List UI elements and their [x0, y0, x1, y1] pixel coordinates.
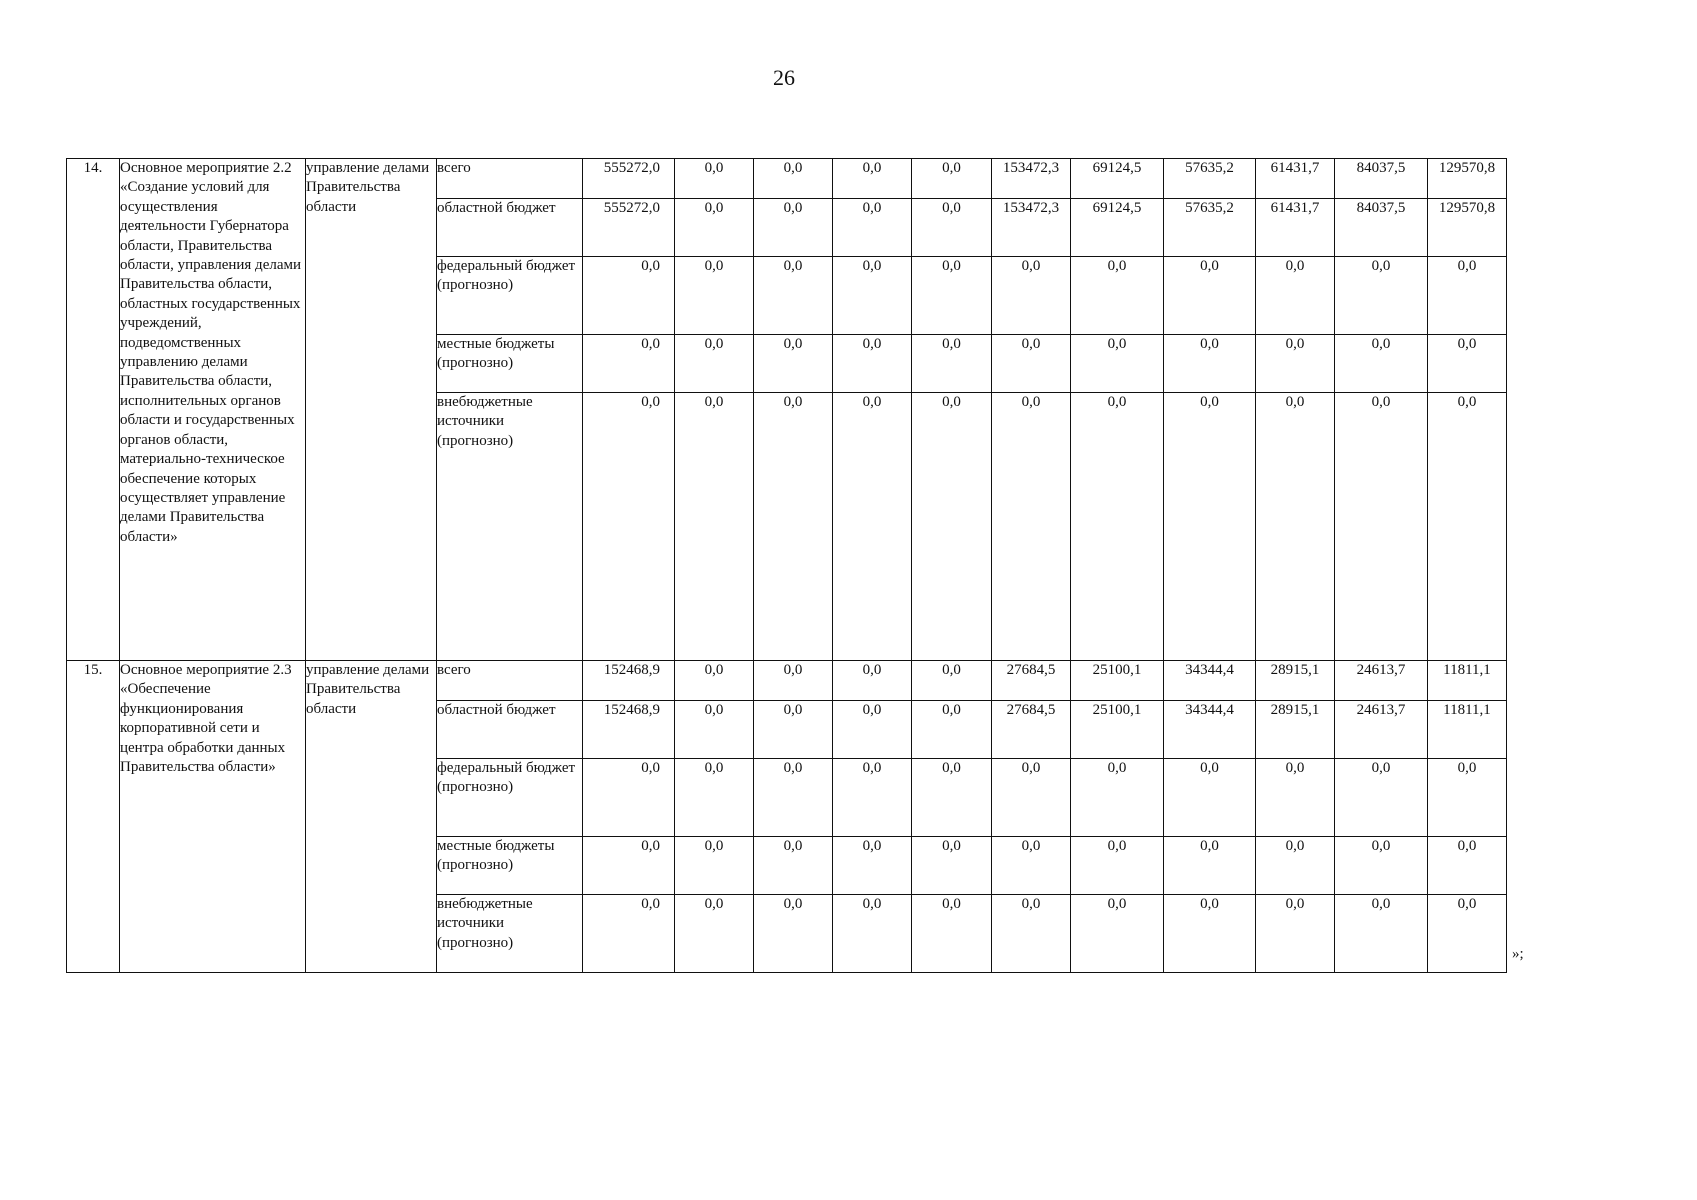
executor: управление делами Правительства области: [306, 661, 437, 973]
value-cell: 25100,1: [1071, 701, 1164, 759]
value-cell: 0,0: [675, 701, 754, 759]
value-cell: 84037,5: [1335, 199, 1428, 257]
value-cell: 0,0: [754, 335, 833, 393]
value-cell: 0,0: [992, 257, 1071, 335]
value-cell: 0,0: [1428, 837, 1507, 895]
value-cell: 27684,5: [992, 661, 1071, 701]
value-cell: 28915,1: [1256, 701, 1335, 759]
value-cell: 24613,7: [1335, 701, 1428, 759]
value-cell: 0,0: [675, 159, 754, 199]
value-cell: 0,0: [1428, 335, 1507, 393]
funding-source: областной бюджет: [437, 199, 583, 257]
value-cell: 34344,4: [1164, 661, 1256, 701]
value-cell: 0,0: [1256, 837, 1335, 895]
value-cell: 0,0: [1256, 335, 1335, 393]
value-cell: 0,0: [992, 335, 1071, 393]
value-cell: 0,0: [754, 199, 833, 257]
table-row: [67, 661, 1507, 701]
value-cell: 0,0: [754, 701, 833, 759]
value-cell: 0,0: [912, 895, 992, 973]
value-total: 0,0: [583, 895, 675, 973]
funding-source: местные бюджеты (прогнозно): [437, 837, 583, 895]
value-cell: 0,0: [1256, 759, 1335, 837]
value-cell: 34344,4: [1164, 701, 1256, 759]
value-cell: 0,0: [754, 393, 833, 661]
value-cell: 0,0: [754, 759, 833, 837]
row-number: 15.: [67, 661, 120, 973]
value-cell: 0,0: [675, 199, 754, 257]
value-cell: 0,0: [1164, 335, 1256, 393]
measure-name: Основное мероприятие 2.2 «Создание условий для осуществления деятельности Губернатора области, Правительства области, управления делами Правительства области, областных государственных учреждений, подведомственных управлению делами Правительства области, исполнительных органов области и государственных органов области, материально-техническое обеспечение которых осуществляет управление делами Правительства области»: [120, 159, 306, 661]
value-cell: 0,0: [992, 837, 1071, 895]
value-total: 0,0: [583, 257, 675, 335]
value-cell: 0,0: [1256, 257, 1335, 335]
value-cell: 0,0: [1335, 393, 1428, 661]
funding-source: местные бюджеты (прогнозно): [437, 335, 583, 393]
value-cell: 0,0: [912, 759, 992, 837]
value-total: 555272,0: [583, 199, 675, 257]
value-cell: 0,0: [675, 393, 754, 661]
value-cell: 0,0: [833, 199, 912, 257]
table-row: [67, 159, 1507, 199]
value-cell: 69124,5: [1071, 159, 1164, 199]
value-cell: 28915,1: [1256, 661, 1335, 701]
value-cell: 0,0: [675, 257, 754, 335]
value-cell: 0,0: [1071, 335, 1164, 393]
table-body: [67, 159, 1507, 973]
value-cell: 0,0: [1164, 837, 1256, 895]
closing-quote-mark: »;: [1512, 946, 1524, 962]
value-total: 0,0: [583, 759, 675, 837]
value-cell: 0,0: [1071, 257, 1164, 335]
value-cell: 0,0: [992, 895, 1071, 973]
executor: управление делами Правительства области: [306, 159, 437, 661]
value-cell: 0,0: [1256, 393, 1335, 661]
value-cell: 0,0: [833, 661, 912, 701]
value-total: 555272,0: [583, 159, 675, 199]
value-cell: 0,0: [912, 199, 992, 257]
value-cell: 0,0: [1071, 895, 1164, 973]
value-total: 0,0: [583, 393, 675, 661]
value-cell: 0,0: [833, 837, 912, 895]
value-cell: 0,0: [833, 257, 912, 335]
value-cell: 0,0: [1335, 837, 1428, 895]
value-cell: 0,0: [1164, 895, 1256, 973]
value-cell: 0,0: [1164, 759, 1256, 837]
budget-table: [66, 158, 1507, 973]
value-cell: 0,0: [675, 661, 754, 701]
value-cell: 0,0: [1071, 759, 1164, 837]
row-number: 14.: [67, 159, 120, 661]
value-cell: 0,0: [1428, 895, 1507, 973]
value-cell: 0,0: [754, 837, 833, 895]
value-cell: 69124,5: [1071, 199, 1164, 257]
funding-source: федеральный бюджет (прогнозно): [437, 257, 583, 335]
value-cell: 0,0: [1335, 257, 1428, 335]
value-total: 0,0: [583, 837, 675, 895]
value-total: 152468,9: [583, 661, 675, 701]
value-cell: 11811,1: [1428, 701, 1507, 759]
funding-source: всего: [437, 159, 583, 199]
value-cell: 0,0: [1071, 837, 1164, 895]
value-cell: 153472,3: [992, 159, 1071, 199]
value-cell: 0,0: [1164, 257, 1256, 335]
value-cell: 0,0: [1335, 895, 1428, 973]
value-cell: 0,0: [833, 895, 912, 973]
value-cell: 0,0: [675, 759, 754, 837]
value-cell: 0,0: [754, 661, 833, 701]
value-cell: 0,0: [912, 701, 992, 759]
funding-source: областной бюджет: [437, 701, 583, 759]
funding-source: федеральный бюджет (прогнозно): [437, 759, 583, 837]
value-cell: 0,0: [754, 895, 833, 973]
value-cell: 84037,5: [1335, 159, 1428, 199]
value-cell: 61431,7: [1256, 159, 1335, 199]
value-cell: 129570,8: [1428, 159, 1507, 199]
value-cell: 0,0: [1256, 895, 1335, 973]
value-cell: 0,0: [675, 335, 754, 393]
value-cell: 0,0: [675, 895, 754, 973]
value-cell: 0,0: [754, 159, 833, 199]
funding-source: внебюджетные источники (прогнозно): [437, 393, 583, 661]
value-cell: 24613,7: [1335, 661, 1428, 701]
value-cell: 25100,1: [1071, 661, 1164, 701]
value-cell: 57635,2: [1164, 199, 1256, 257]
value-cell: 0,0: [1071, 393, 1164, 661]
value-cell: 0,0: [1428, 257, 1507, 335]
value-cell: 0,0: [1335, 759, 1428, 837]
value-cell: 153472,3: [992, 199, 1071, 257]
value-cell: 57635,2: [1164, 159, 1256, 199]
value-cell: 0,0: [754, 257, 833, 335]
value-total: 0,0: [583, 335, 675, 393]
value-cell: 0,0: [833, 759, 912, 837]
value-cell: 0,0: [992, 393, 1071, 661]
page-number: 26: [773, 65, 795, 90]
value-cell: 0,0: [912, 159, 992, 199]
value-cell: 0,0: [1335, 335, 1428, 393]
value-cell: 0,0: [912, 661, 992, 701]
value-cell: 0,0: [833, 393, 912, 661]
value-total: 152468,9: [583, 701, 675, 759]
value-cell: 0,0: [833, 159, 912, 199]
value-cell: 0,0: [1164, 393, 1256, 661]
value-cell: 0,0: [912, 335, 992, 393]
value-cell: 11811,1: [1428, 661, 1507, 701]
value-cell: 61431,7: [1256, 199, 1335, 257]
value-cell: 0,0: [1428, 393, 1507, 661]
value-cell: 0,0: [912, 837, 992, 895]
value-cell: 0,0: [912, 393, 992, 661]
value-cell: 0,0: [1428, 759, 1507, 837]
value-cell: 0,0: [675, 837, 754, 895]
value-cell: 0,0: [833, 335, 912, 393]
value-cell: 129570,8: [1428, 199, 1507, 257]
value-cell: 27684,5: [992, 701, 1071, 759]
value-cell: 0,0: [833, 701, 912, 759]
value-cell: 0,0: [992, 759, 1071, 837]
measure-name: Основное мероприятие 2.3 «Обеспечение функционирования корпоративной сети и центра обработки данных Правительства области»: [120, 661, 306, 973]
funding-source: всего: [437, 661, 583, 701]
value-cell: 0,0: [912, 257, 992, 335]
funding-source: внебюджетные источники (прогнозно): [437, 895, 583, 973]
